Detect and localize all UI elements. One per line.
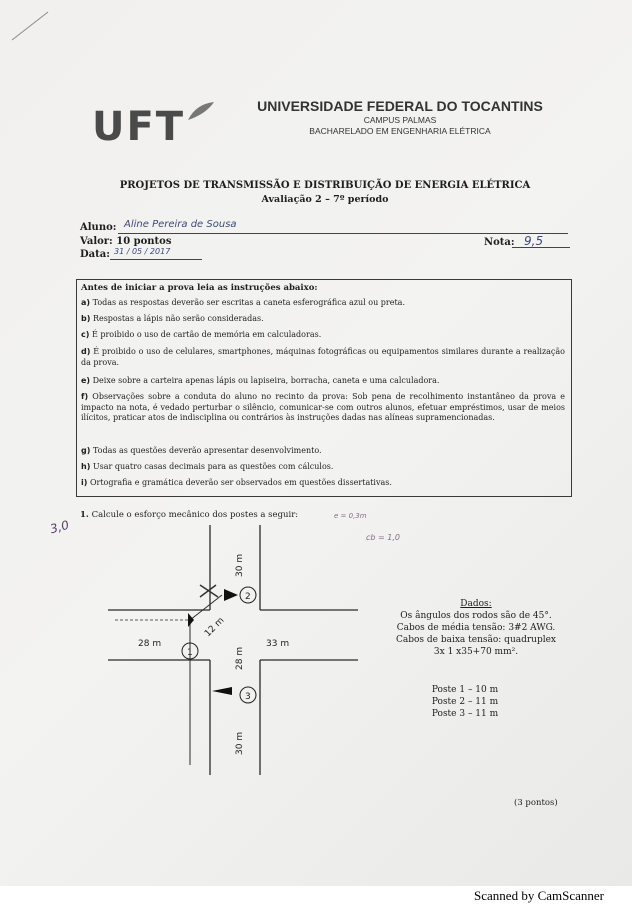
nota-label: Nota: <box>484 237 515 248</box>
dados-title: Dados: <box>460 599 492 609</box>
instructions-box <box>76 279 572 497</box>
street-diagram <box>100 525 360 775</box>
exam-subtitle: Avaliação 2 – 7º período <box>261 194 389 205</box>
logo-leaf-icon <box>186 100 216 122</box>
aluno-name-handwritten: Aline Pereira de Sousa <box>124 219 237 230</box>
scanner-watermark: Scanned by CamScanner <box>474 888 604 903</box>
instruction-item: a) Todas as respostas deverão ser escritas a caneta esferográfica azul ou preta. <box>81 298 405 307</box>
instruction-item: c) É proibido o uso de cartão de memória em calculadoras. <box>81 330 322 339</box>
handwritten-score: 3,0 <box>48 517 71 537</box>
valor-label: Valor: 10 pontos <box>80 236 172 247</box>
dist-28-vert: 28 m <box>235 646 245 670</box>
poste-line: Poste 1 – 10 m <box>431 685 499 695</box>
instruction-item: b) Respostas a lápis não serão consideradas. <box>81 314 264 323</box>
dist-12: 12 m <box>203 615 227 640</box>
dist-30-bottom: 30 m <box>235 731 245 755</box>
dados-line: Cabos de baixa tensão: quadruplex <box>395 635 557 645</box>
instruction-item: f) Observações sobre a conduta do aluno no recinto da prova: Sob pena de recolhimento instantâneo da prova e impacto na nota, é vedado perturbar o silêncio, comunicar-se com outros alunos, efetuar empréstimos, usar de meios ilícitos, praticar atos de indisciplina ou contrários às instruções dadas nas alíneas supramencionadas. <box>81 392 565 422</box>
university-name: UNIVERSIDADE FEDERAL DO TOCANTINS <box>257 98 543 114</box>
dados-line: Cabos de média tensão: 3#2 AWG. <box>396 623 556 633</box>
dist-30-top: 30 m <box>235 553 245 577</box>
instructions-title: Antes de iniciar a prova leia as instruções abaixo: <box>81 283 318 293</box>
instruction-item: h) Usar quatro casas decimais para as questões com cálculos. <box>81 462 334 471</box>
data-label: Data: <box>80 249 110 260</box>
exam-title: PROJETOS DE TRANSMISSÃO E DISTRIBUIÇÃO DE ENERGIA ELÉTRICA <box>119 180 531 191</box>
pen-stroke-mark <box>0 0 60 50</box>
aluno-label: Aluno: <box>80 222 117 233</box>
handwritten-note-1: e = 0,3m <box>334 512 367 520</box>
nota-handwritten: 9,5 <box>524 234 544 248</box>
date-handwritten: 31 / 05 / 2017 <box>114 247 171 256</box>
dist-28-left: 28 m <box>138 639 162 649</box>
post-brace-mark <box>200 585 218 597</box>
post-marker <box>224 589 238 601</box>
dist-33: 33 m <box>266 639 290 649</box>
instruction-item: d) É proibido o uso de celulares, smartphones, máquinas fotográficas ou equipamentos similares durante a realização da prova. <box>81 347 566 367</box>
instruction-item: i) Ortografia e gramática deverão ser observados em questões dissertativas. <box>81 478 392 487</box>
post-1-number: 1 <box>187 648 193 658</box>
poste-line: Poste 2 – 11 m <box>431 697 499 707</box>
handwritten-note-2: cb = 1,0 <box>366 533 400 542</box>
data-line <box>110 259 202 260</box>
instruction-item: e) Deixe sobre a carteira apenas lápis ou lapiseira, borracha, caneta e uma calculadora. <box>81 376 440 385</box>
campus-name: CAMPUS PALMAS <box>363 115 437 125</box>
instruction-item: g) Todas as questões deverão apresentar desenvolvimento. <box>81 446 322 455</box>
question-points: (3 pontos) <box>514 798 558 808</box>
conductor-line <box>190 595 222 620</box>
post-marker <box>188 613 194 627</box>
post-3-number: 3 <box>245 692 251 702</box>
course-name: BACHARELADO EM ENGENHARIA ELÉTRICA <box>309 126 491 136</box>
dados-block <box>376 598 576 658</box>
post-2-number: 2 <box>245 592 251 602</box>
dados-line: 3x 1 x35+70 mm². <box>433 647 519 657</box>
post-marker <box>212 687 232 695</box>
dados-line: Os ângulos dos rodos são de 45°. <box>400 611 552 621</box>
aluno-line <box>118 233 568 234</box>
postes-block <box>400 684 530 720</box>
poste-line: Poste 3 – 11 m <box>431 709 499 719</box>
question-1: 1. Calcule o esforço mecânico dos postes a seguir: <box>80 510 299 520</box>
uft-logo: UFT <box>92 104 186 150</box>
